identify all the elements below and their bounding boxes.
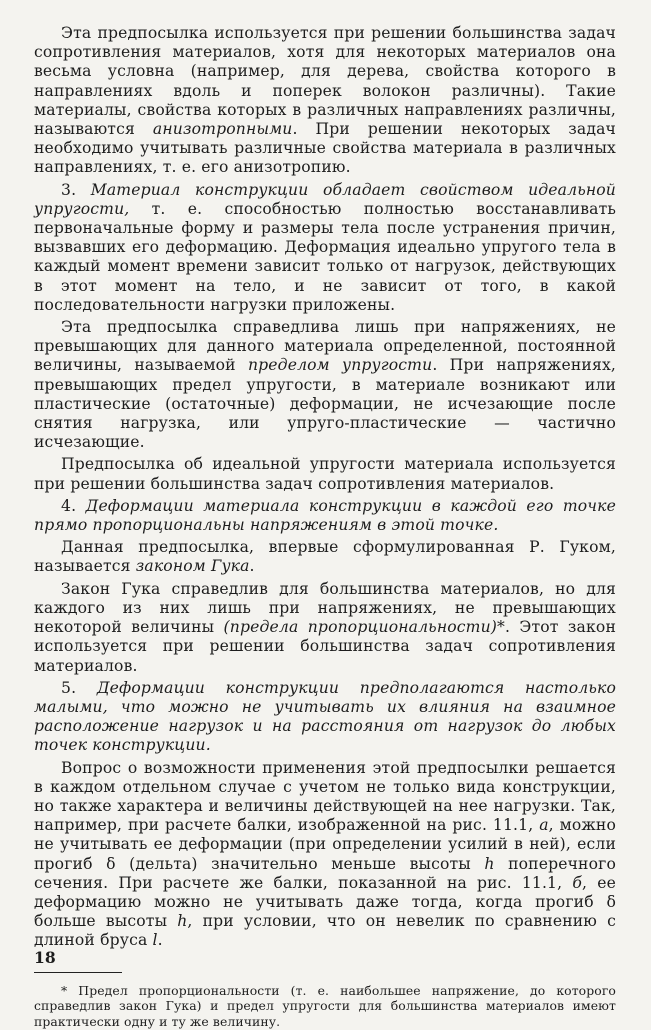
page-body <box>34 24 616 1030</box>
paragraph-assumption-5: 5. Деформации конструкции предполагаются настолько малыми, что можно не учитывать их влияния на взаимное расположение нагрузок и на расстояния от нагрузок до любых точек конструкции. <box>34 678 616 755</box>
paragraph-anisotropy: Эта предпосылка используется при решении большинства задач сопротивления материалов, хотя для некоторых материалов она весьма условна (например, для дерева, свойства которого в направлениях вдоль и поперек волокон различны). Такие материалы, свойства которых в различных направлениях различны, называются анизотропными. При решении некоторых задач необходимо учитывать различные свойства материала в различных направлениях, т. е. его анизотропию. <box>34 24 616 177</box>
paragraph-assumption-3: 3. Материал конструкции обладает свойством идеальной упругости, т. е. способностью полностью восстанавливать первоначальные форму и размеры тела после устранения причин, вызвавших его деформацию. Деформация идеально упругого тела в каждый момент времени зависит только от нагрузок, действующих в этот момент на тело, и не зависит от того, в какой последовательности нагрузки приложены. <box>34 180 616 314</box>
paragraph-hooke: Данная предпосылка, впервые сформулированная Р. Гуком, называется законом Гука. <box>34 538 616 576</box>
paragraph-beam-example: Вопрос о возможности применения этой предпосылки решается в каждом отдельном случае с учетом не только вида конструкции, но также характера и величины действующей на нее нагрузки. Так, например, при расчете балки, изображенной на рис. 11.1, а, можно не учитывать ее деформации (при определении усилий в ней), если прогиб δ (дельта) значительно меньше высоты h поперечного сечения. При расчете же балки, показанной на рис. 11.1, б, ее деформацию можно не учитывать даже тогда, когда прогиб δ больше высоты h, при условии, что он невелик по сравнению с длиной бруса l. <box>34 758 617 950</box>
page-number: 18 <box>34 948 56 967</box>
footnote-divider <box>34 972 122 973</box>
paragraph-hooke-law-validity: Закон Гука справедлив для большинства материалов, но для каждого из них лишь при напряжениях, не превышающих некоторой величины (предела пропорциональности)*. Этот закон используется при решении большинства задач сопротивления материалов. <box>34 579 616 675</box>
paragraph-elastic-limit: Эта предпосылка справедлива лишь при напряжениях, не превышающих для данного материала определенной, постоянной величины, называемой пределом упругости. При напряжениях, превышающих предел упругости, в материале возникают или пластические (остаточные) деформации, не исчезающие после снятия нагрузка, или упруго-пластические — частично исчезающие. <box>34 318 617 452</box>
paragraph-assumption-4: 4. Деформации материала конструкции в каждой его точке прямо пропорциональны напряжениям в этой точке. <box>34 496 616 535</box>
footnote: * Предел пропорциональности (т. е. наибольшее напряжение, до которого справедлив закон Гука) и предел упругости для большинства материалов имеют практически одну и ту же величину. <box>34 982 616 1029</box>
paragraph-ideal-elasticity: Предпосылка об идеальной упругости материала используется при решении большинства задач сопротивления материалов. <box>34 455 616 493</box>
